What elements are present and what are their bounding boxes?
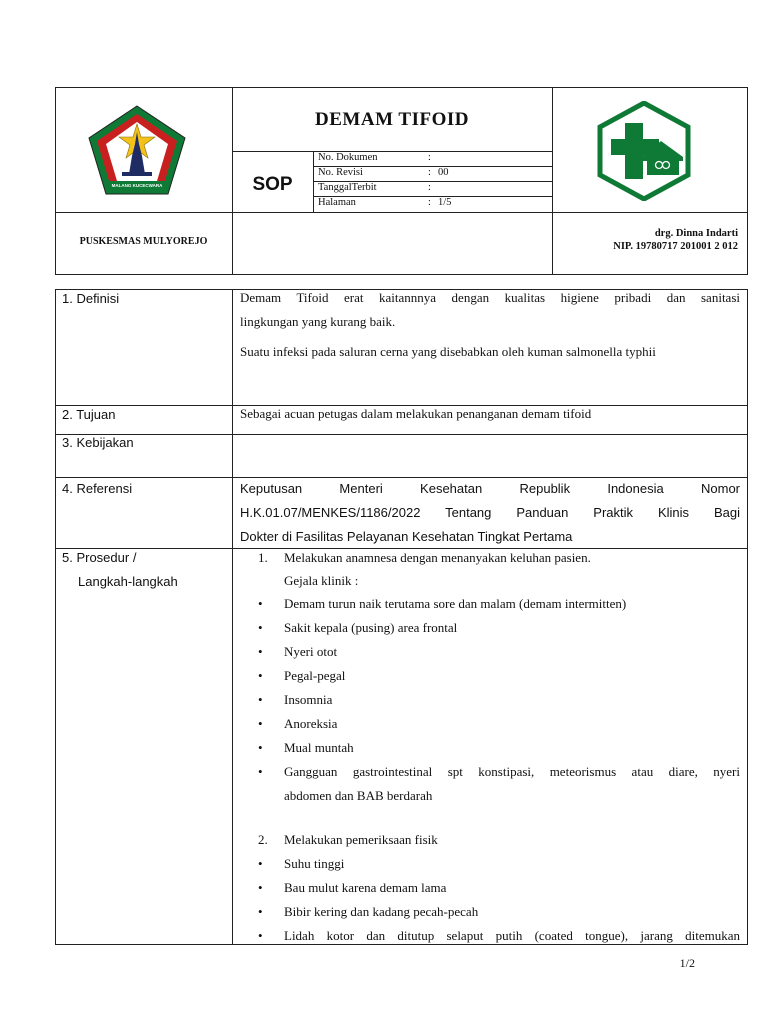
section-label-prosedur: 5. Prosedur / <box>62 550 137 565</box>
bullet-icon: • <box>258 668 263 683</box>
puskesmas-logo <box>597 101 691 201</box>
referensi-text-line: Keputusan Menteri Kesehatan Republik Indonesia Nomor <box>240 481 740 496</box>
step-text: Melakukan pemeriksaan fisik <box>284 832 438 847</box>
list-item: Suhu tinggi <box>284 856 345 871</box>
step-number: 1. <box>258 550 268 565</box>
doc-info-sep: : <box>428 167 431 178</box>
step-number: 2. <box>258 832 268 847</box>
list-item: Pegal-pegal <box>284 668 346 683</box>
bullet-icon: • <box>258 716 263 731</box>
doc-info-sep: : <box>428 152 431 163</box>
referensi-text-line: H.K.01.07/MENKES/1186/2022 Tentang Panduan Praktik Klinis Bagi <box>240 505 740 520</box>
bullet-icon: • <box>258 764 263 779</box>
doc-info-value: 00 <box>438 167 449 178</box>
step-text: Melakukan anamnesa dengan menanyakan keluhan pasien. <box>284 550 591 565</box>
definisi-text-line: lingkungan yang kurang baik. <box>240 314 396 329</box>
section-label-kebijakan: 3. Kebijakan <box>62 435 134 450</box>
list-item: Demam turun naik terutama sore dan malam (demam intermitten) <box>284 596 627 611</box>
city-emblem-logo <box>86 104 188 196</box>
bullet-icon: • <box>258 856 263 871</box>
definisi-text-line: Demam Tifoid erat kaitannnya dengan kualitas higiene pribadi dan sanitasi <box>240 290 740 305</box>
bullet-icon: • <box>258 596 263 611</box>
definisi-text-line: Suatu infeksi pada saluran cerna yang disebabkan oleh kuman salmonella typhii <box>240 344 656 359</box>
list-item: Gangguan gastrointestinal spt konstipasi, meteorismus atau diare, nyeri <box>284 764 740 779</box>
emblem-banner-text: MALANG KUCECWARA <box>111 183 163 188</box>
page-number: 1/2 <box>679 956 695 970</box>
doc-info-label: TanggalTerbit <box>318 182 377 193</box>
bullet-icon: • <box>258 928 263 943</box>
step-subheading: Gejala klinik : <box>284 573 359 588</box>
referensi-text-line: Dokter di Fasilitas Pelayanan Kesehatan Tingkat Pertama <box>240 529 573 544</box>
bullet-icon: • <box>258 740 263 755</box>
bullet-icon: • <box>258 644 263 659</box>
list-item: Anoreksia <box>284 716 338 731</box>
bullet-icon: • <box>258 692 263 707</box>
bullet-icon: • <box>258 620 263 635</box>
sop-label: SOP <box>252 174 293 195</box>
section-label-definisi: 1. Definisi <box>62 291 120 306</box>
list-item: Sakit kepala (pusing) area frontal <box>284 620 458 635</box>
section-label-tujuan: 2. Tujuan <box>62 407 116 422</box>
list-item: Bibir kering dan kadang pecah-pecah <box>284 904 479 919</box>
list-item: Insomnia <box>284 692 333 707</box>
doc-info-value: 1/5 <box>438 197 452 208</box>
doc-info-label: No. Revisi <box>318 167 363 178</box>
doc-info-label: No. Dokumen <box>318 152 378 163</box>
bullet-icon: • <box>258 904 263 919</box>
doc-info-sep: : <box>428 182 431 193</box>
bullet-icon: • <box>258 880 263 895</box>
doc-info-sep: : <box>428 197 431 208</box>
signer-name: drg. Dinna Indarti <box>654 228 738 239</box>
organization-name: PUSKESMAS MULYOREJO <box>79 236 208 247</box>
signer-nip: NIP. 19780717 201001 2 012 <box>613 241 738 252</box>
section-label-referensi: 4. Referensi <box>62 481 133 496</box>
list-item: Mual muntah <box>284 740 354 755</box>
section-label-prosedur-sub: Langkah-langkah <box>78 574 178 589</box>
tujuan-text: Sebagai acuan petugas dalam melakukan penanganan demam tifoid <box>240 406 592 421</box>
list-item: Lidah kotor dan ditutup selaput putih (coated tongue), jarang ditemukan <box>284 928 740 943</box>
document-title: DEMAM TIFOID <box>315 109 469 130</box>
list-item: Nyeri otot <box>284 644 338 659</box>
doc-info-label: Halaman <box>318 197 356 208</box>
list-item-continuation: abdomen dan BAB berdarah <box>284 788 433 803</box>
list-item: Bau mulut karena demam lama <box>284 880 447 895</box>
